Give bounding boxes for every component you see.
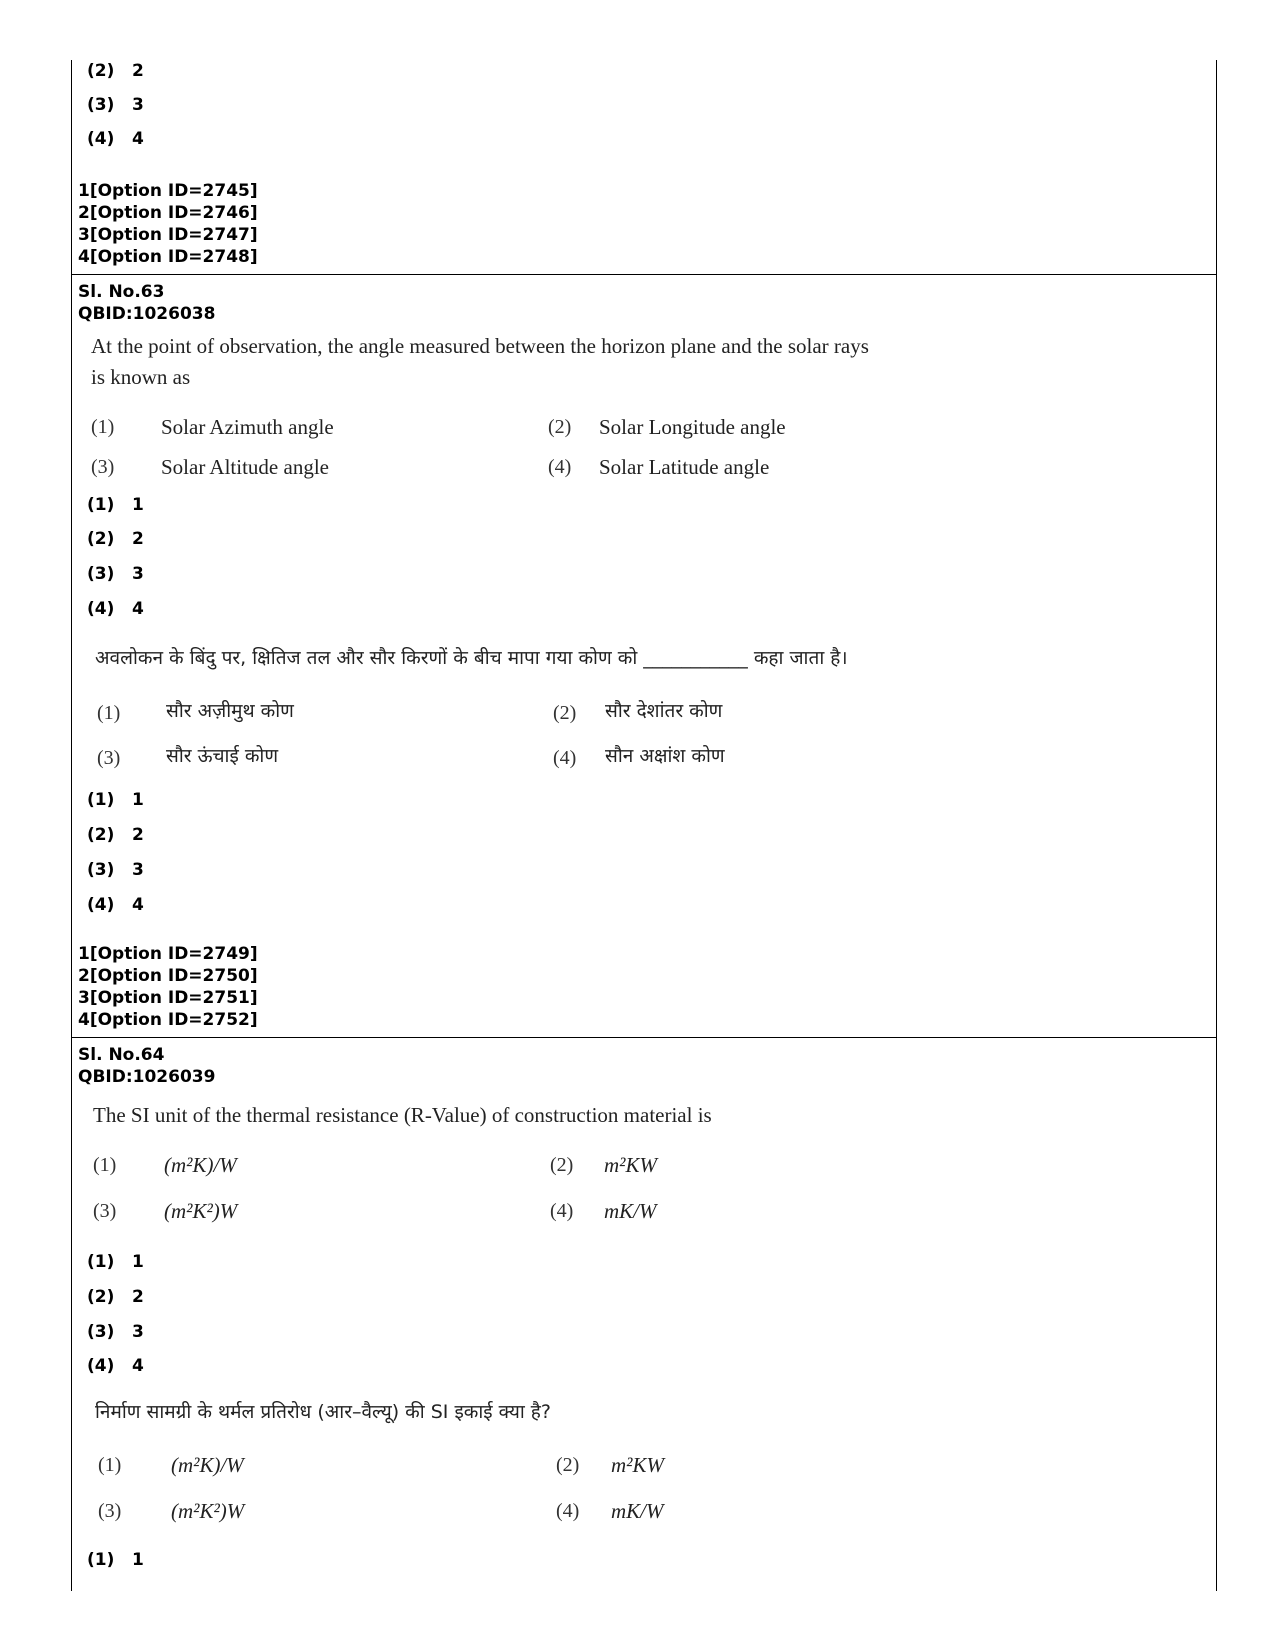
- option-id: 4[Option ID=2752]: [78, 1010, 258, 1030]
- option-text: Solar Azimuth angle: [161, 415, 334, 439]
- answer-row: (4) 4: [87, 895, 144, 915]
- answer-row: (2) 2: [87, 1287, 144, 1307]
- answer-row: (2) 2: [87, 529, 144, 549]
- option-number: (4): [556, 1500, 580, 1522]
- question-text: is known as: [91, 365, 191, 389]
- serial-number: Sl. No.64: [78, 1045, 165, 1065]
- qbid: QBID:1026038: [78, 304, 216, 324]
- option-number: (4): [550, 1200, 574, 1222]
- answer-row: (3) 3: [87, 860, 144, 880]
- option-number: (3): [91, 456, 115, 478]
- option-number: (1): [98, 1454, 122, 1476]
- option-number: (4): [548, 456, 572, 478]
- option-number: (2): [553, 702, 577, 724]
- option-number: (3): [98, 1500, 122, 1522]
- option-text-hindi: सौन अक्षांश कोण: [605, 745, 725, 767]
- option-formula: (m²K)/W: [164, 1153, 237, 1177]
- option-text-hindi: सौर अज़ीमुथ कोण: [166, 700, 294, 722]
- answer-row: (4) 4: [87, 1356, 144, 1376]
- right-border: [1216, 60, 1217, 1591]
- option-number: (1): [91, 416, 115, 438]
- answer-row: (4) 4: [87, 129, 144, 149]
- option-number: (3): [97, 747, 121, 769]
- option-id: 1[Option ID=2749]: [78, 944, 258, 964]
- option-number: (1): [97, 702, 121, 724]
- question-divider: [71, 274, 1217, 275]
- option-text: Solar Latitude angle: [599, 455, 770, 479]
- answer-row: (1) 1: [87, 1550, 144, 1570]
- answer-row: (4) 4: [87, 599, 144, 619]
- answer-row: (3) 3: [87, 564, 144, 584]
- option-number: (1): [93, 1154, 117, 1176]
- answer-row: (1) 1: [87, 790, 144, 810]
- option-number: (2): [550, 1154, 574, 1176]
- answer-row: (1) 1: [87, 495, 144, 515]
- option-id: 4[Option ID=2748]: [78, 247, 258, 267]
- option-number: (2): [548, 416, 572, 438]
- option-text: Solar Longitude angle: [599, 415, 786, 439]
- qbid: QBID:1026039: [78, 1067, 216, 1087]
- option-formula: (m²K²)W: [171, 1499, 245, 1523]
- answer-row: (2) 2: [87, 825, 144, 845]
- left-border: [71, 60, 72, 1591]
- option-id: 3[Option ID=2747]: [78, 225, 258, 245]
- option-number: (4): [553, 747, 577, 769]
- option-number: (2): [556, 1454, 580, 1476]
- option-id: 2[Option ID=2746]: [78, 203, 258, 223]
- question-divider: [71, 1037, 1217, 1038]
- question-text: At the point of observation, the angle measured between the horizon plane and the solar rays: [91, 334, 869, 358]
- option-formula: m²KW: [611, 1453, 664, 1477]
- option-text-hindi: सौर ऊंचाई कोण: [166, 745, 279, 767]
- option-text: Solar Altitude angle: [161, 455, 329, 479]
- option-id: 2[Option ID=2750]: [78, 966, 258, 986]
- option-formula: m²KW: [604, 1153, 657, 1177]
- answer-row: (2) 2: [87, 61, 144, 81]
- question-text: The SI unit of the thermal resistance (R-Value) of construction material is: [93, 1103, 712, 1127]
- option-id: 1[Option ID=2745]: [78, 181, 258, 201]
- option-formula: (m²K)/W: [171, 1453, 244, 1477]
- answer-row: (3) 3: [87, 1322, 144, 1342]
- serial-number: Sl. No.63: [78, 282, 165, 302]
- answer-row: (1) 1: [87, 1252, 144, 1272]
- option-formula: (m²K²)W: [164, 1199, 238, 1223]
- option-id: 3[Option ID=2751]: [78, 988, 258, 1008]
- option-number: (3): [93, 1200, 117, 1222]
- option-formula: mK/W: [611, 1499, 664, 1523]
- question-text-hindi: निर्माण सामग्री के थर्मल प्रतिरोध (आर–वैल्यू) की SI इकाई क्या है?: [95, 1401, 551, 1423]
- answer-row: (3) 3: [87, 95, 144, 115]
- option-text-hindi: सौर देशांतर कोण: [605, 700, 723, 722]
- question-text-hindi: अवलोकन के बिंदु पर, क्षितिज तल और सौर किरणों के बीच मापा गया कोण को ___________ कहा जाता है।: [95, 647, 848, 669]
- option-formula: mK/W: [604, 1199, 657, 1223]
